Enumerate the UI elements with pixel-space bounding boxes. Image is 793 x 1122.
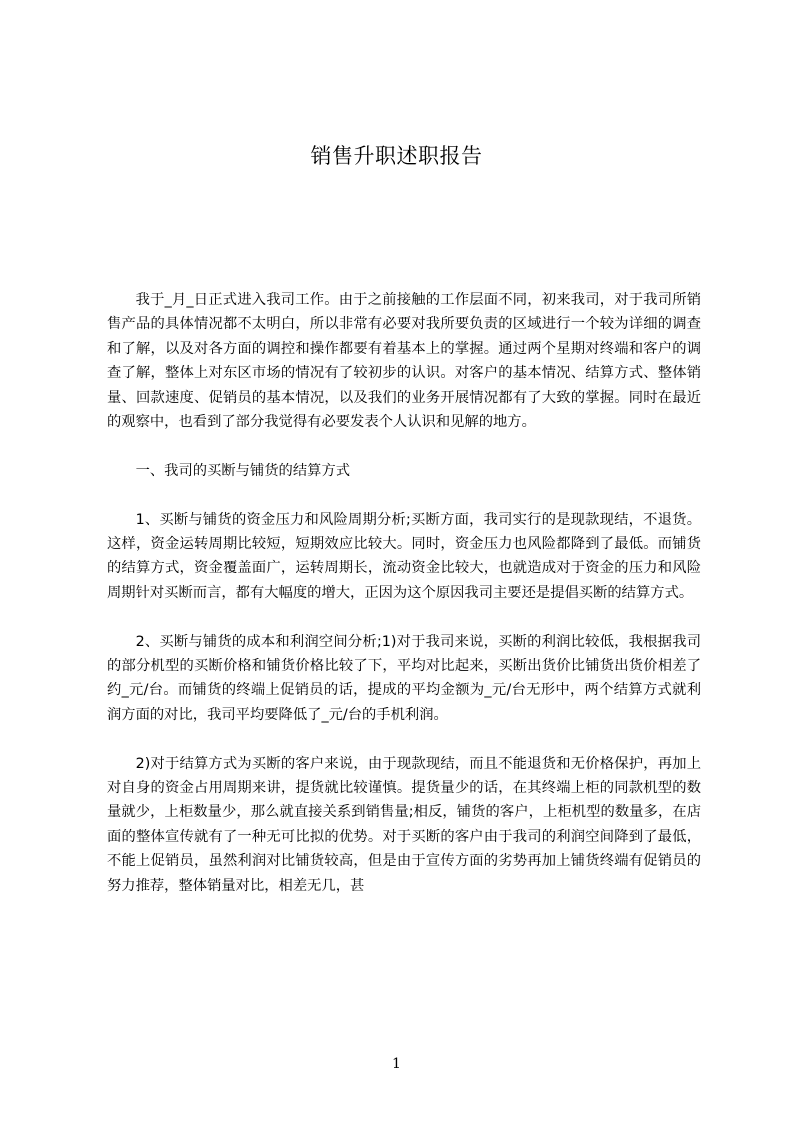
document-body bbox=[107, 288, 701, 898]
paragraph-capital-risk: 1、买断与铺货的资金压力和风险周期分析;买断方面，我司实行的是现款现结，不退货。这样，资金运转周期比较短，短期效应比较大。同时，资金压力也风险都降到了最低。而铺货的结算方式，资金覆盖面广，运转周期长，流动资金比较大，也就造成对于资金的压力和风险周期针对买断而言，都有大幅度的增大，正因为这个原因我司主要还是提倡买断的结算方式。 bbox=[107, 511, 701, 601]
paragraph-intro: 我于_月_日正式进入我司工作。由于之前接触的工作层面不同，初来我司，对于我司所销售产品的具体情况都不太明白，所以非常有必要对我所要负责的区域进行一个较为详细的调查和了解，以及对各方面的调控和操作都要有着基本上的掌握。通过两个星期对终端和客户的调查了解，整体上对东区市场的情况有了较初步的认识。对客户的基本情况、结算方式、整体销量、回款速度、促销员的基本情况，以及我们的业务开展情况都有了大致的掌握。同时在最近的观察中，也看到了部分我觉得有必要发表个人认识和见解的地方。 bbox=[107, 292, 701, 431]
document-title: 销售升职述职报告 bbox=[310, 144, 483, 168]
paragraph-cost-profit: 2、买断与铺货的成本和利润空间分析;1)对于我司来说，买断的利润比较低，我根据我司的部分机型的买断价格和铺货价格比较了下，平均对比起来，买断出货价比铺货出货价相差了约_元/台。而铺货的终端上促销员的话，提成的平均金额为_元/台无形中，两个结算方式就利润方面的对比，我司平均要降低了_元/台的手机利润。 bbox=[107, 633, 701, 723]
section-heading-settlement: 一、我司的买断与铺货的结算方式 bbox=[135, 462, 351, 479]
page-number: 1 bbox=[392, 1056, 401, 1072]
paragraph-buyout-customers: 2)对于结算方式为买断的客户来说，由于现款现结，而且不能退货和无价格保护，再加上对自身的资金占用周期来讲，提货就比较谨慎。提货量少的话，在其终端上柜的同款机型的数量就少，上柜数量少，那么就直接关系到销售量;相反，铺货的客户，上柜机型的数量多，在店面的整体宣传就有了一种无可比拟的优势。对于买断的客户由于我司的利润空间降到了最低，不能上促销员，虽然利润对比铺货较高，但是由于宣传方面的劣势再加上铺货终端有促销员的努力推荐，整体销量对比，相差无几，甚 bbox=[107, 755, 701, 894]
